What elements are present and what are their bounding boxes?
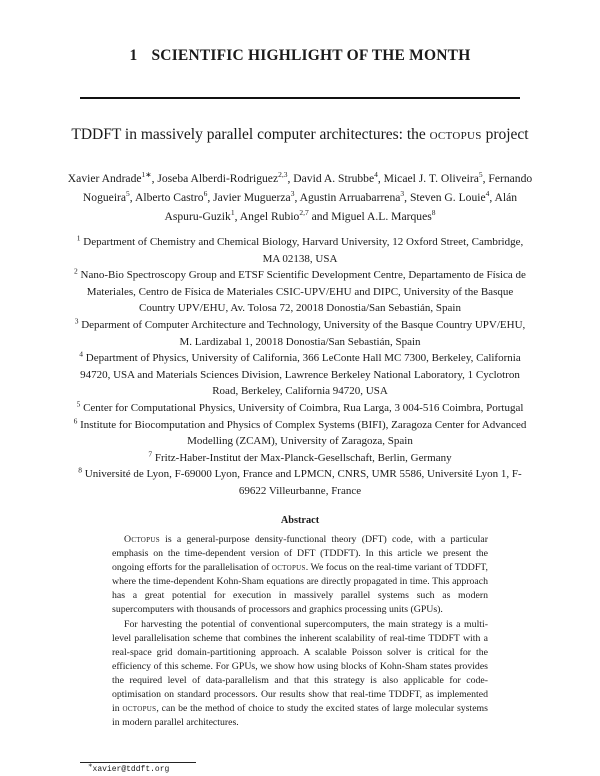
author-affiliation-mark: 6 xyxy=(203,189,208,199)
author-affiliation-mark: 4 xyxy=(485,189,490,199)
author-affiliation-mark: 1 xyxy=(230,208,235,218)
affiliation-text: Department of Physics, University of California, 366 LeConte Hall MC 7300, Berkeley, California 94720, USA and Materials Sciences Division, Lawrence Berkeley National Laboratory, 1 Cyclotron Road, Berkeley, California 94720, USA xyxy=(80,352,521,398)
title-text: TDDFT in massively parallel computer architectures: the xyxy=(71,126,430,143)
affiliation-text: Université de Lyon, F-69000 Lyon, France and LPMCN, CNRS, UMR 5586, Université Lyon 1, F-69622 Villeurbanne, France xyxy=(84,468,522,497)
author-name: Miguel A.L. Marques xyxy=(331,210,432,223)
author-separator: , xyxy=(207,191,214,204)
author-separator: , xyxy=(151,172,158,185)
author-separator: , xyxy=(294,191,300,204)
paper-title xyxy=(70,125,530,144)
author-affiliation-mark: 5 xyxy=(126,189,130,199)
affiliation-list xyxy=(72,234,528,500)
affiliation-number: 7 xyxy=(148,449,153,459)
author-name: Agustin Arruabarrena xyxy=(299,191,401,204)
affiliation-number: 4 xyxy=(79,349,84,359)
octopus-name: octopus xyxy=(122,703,157,715)
octopus-name: octopus xyxy=(271,562,306,574)
abstract-text: For harvesting the potential of conventional supercomputers, the main strategy is a multi-level parallelisation scheme that combines the inherent scalability of real-time TDDFT with a real-space grid domain-partitioning approach. A scalable Poisson solver is critical for the efficiency of this scheme. For GPUs, we show how using blocks of Kohn-Sham states provides the required level of data-parallelism and that this strategy is also applicable for code-optimisation on standard processors. Our results show that real-time TDDFT, as implemented in xyxy=(112,618,488,715)
author-affiliation-mark: 2,3 xyxy=(278,170,288,180)
affiliation xyxy=(72,400,528,417)
affiliation xyxy=(72,450,528,467)
author-separator: , xyxy=(377,172,384,185)
affiliation-number: 5 xyxy=(76,399,81,409)
section-title: SCIENTIFIC HIGHLIGHT OF THE MONTH xyxy=(151,47,471,64)
section-heading xyxy=(0,47,600,65)
affiliation-text: Deparment of Computer Architecture and Technology, University of the Basque Country UPV/EHU, M. Lardizabal 1, 20018 Donostia/San Sebastián, Spain xyxy=(81,318,526,348)
author-name: Javier Muguerza xyxy=(213,191,291,204)
affiliation-number: 2 xyxy=(74,266,78,276)
author-separator: , xyxy=(129,191,135,204)
author-affiliation-mark: 5 xyxy=(478,170,483,180)
abstract-text: is a general-purpose density-functional theory (DFT) code, with a particular emphasis on the time-dependent version of DFT (TDDFT). In this article we present the ongoing efforts for the parallelisation of xyxy=(112,534,488,574)
abstract-paragraph-2 xyxy=(112,618,488,731)
author-separator: and xyxy=(308,210,332,223)
author-name: Alberto Castro xyxy=(134,191,204,204)
author-name: Micael J. T. Oliveira xyxy=(383,172,479,185)
title-octopus: octopus xyxy=(429,126,482,143)
abstract-paragraph-1 xyxy=(112,533,488,618)
abstract-body xyxy=(112,533,488,730)
author-separator: , xyxy=(287,172,294,185)
affiliation xyxy=(72,317,528,350)
abstract-text: . We focus on the real-time variant of TDDFT, where the time-dependent Kohn-Sham equations are directly propagated in time. This approach has a great potential for execution in massively parallel systems such as modern supercomputers with thousands of processors and graphics processing units (GPUs). xyxy=(112,562,488,616)
author-list xyxy=(66,169,534,226)
author-name: David A. Strubbe xyxy=(293,172,375,185)
affiliation-text: Nano-Bio Spectroscopy Group and ETSF Scientific Development Centre, Departamento de Física de Materiales, Centro de Física de Materiales CSIC-UPV/EHU and DIPC, University of the Basque Country UPV/EHU, Av. Tolosa 72, 20018 Donostia/San Sebastián, Spain xyxy=(80,269,526,315)
author-affiliation-mark: 3 xyxy=(290,189,295,199)
affiliation xyxy=(72,466,528,499)
section-number: 1 xyxy=(129,47,138,64)
author-separator: , xyxy=(489,191,495,204)
author-affiliation-mark: 2,7 xyxy=(299,208,309,218)
author-name: Angel Rubio xyxy=(239,210,300,223)
affiliation xyxy=(72,350,528,400)
author-separator: , xyxy=(404,191,410,204)
affiliation-number: 3 xyxy=(74,316,79,326)
author-affiliation-mark: 8 xyxy=(431,208,436,218)
author-name: Fernando Nogueira xyxy=(82,172,533,204)
footnote-rule xyxy=(80,762,196,763)
affiliation-text: Department of Chemistry and Chemical Biology, Harvard University, 12 Oxford Street, Cambridge, MA 02138, USA xyxy=(83,236,524,265)
affiliation-number: 8 xyxy=(78,465,83,475)
author-name: Xavier Andrade xyxy=(67,172,142,185)
affiliation xyxy=(72,234,528,267)
abstract-heading: Abstract xyxy=(280,515,320,526)
author-affiliation-mark: 4 xyxy=(374,170,378,180)
author-affiliation-mark: 3 xyxy=(400,189,405,199)
affiliation-text: Center for Computational Physics, University of Coimbra, Rua Larga, 3 004-516 Coimbra, Portugal xyxy=(83,401,524,414)
footnote xyxy=(88,762,170,774)
author-separator: , xyxy=(482,172,489,185)
octopus-name: Octopus xyxy=(124,534,160,545)
affiliation-number: 6 xyxy=(73,415,78,425)
author-separator: , xyxy=(234,210,240,223)
title-text-end: project xyxy=(481,126,529,143)
affiliation-number: 1 xyxy=(76,233,81,243)
author-name: Joseba Alberdi-Rodriguez xyxy=(157,172,279,185)
author-affiliation-mark: 1∗ xyxy=(141,170,152,180)
author-name: Alán Aspuru-Guzik xyxy=(164,191,518,223)
affiliation xyxy=(72,267,528,317)
footnote-mark: ∗ xyxy=(88,762,93,771)
affiliation-text: Fritz-Haber-Institut der Max-Planck-Gesellschaft, Berlin, Germany xyxy=(154,451,452,464)
affiliation xyxy=(72,417,528,450)
affiliation-text: Institute for Biocomputation and Physics of Complex Systems (BIFI), Zaragoza Center for Advanced Modelling (ZCAM), University of Zaragoza, Spain xyxy=(80,418,527,448)
header-rule xyxy=(80,97,520,99)
abstract-text: , can be the method of choice to study the excited states of large molecular systems in modern parallel architectures. xyxy=(112,703,488,729)
footnote-email[interactable]: xavier@tddft.org xyxy=(92,765,170,774)
author-name: Steven G. Louie xyxy=(409,191,486,204)
